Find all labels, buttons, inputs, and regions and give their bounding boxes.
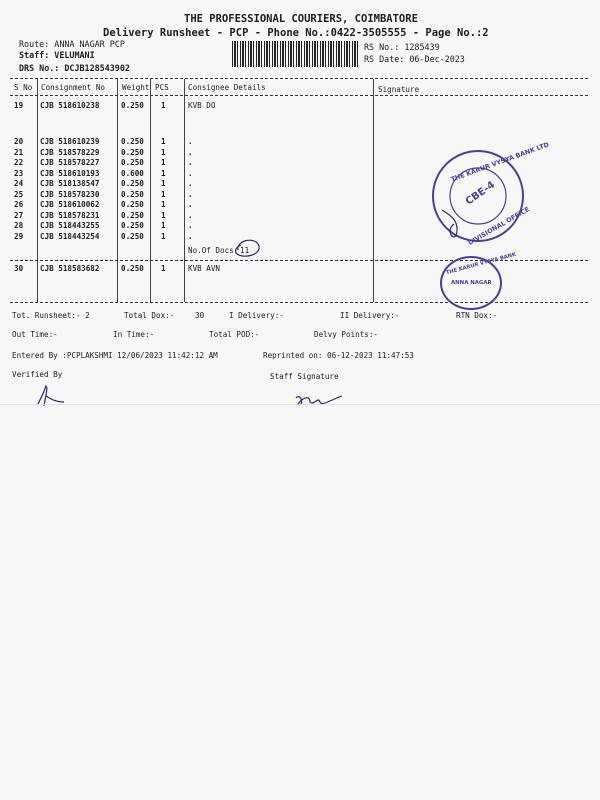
i-delivery: I Delivery:- [229,311,284,320]
row-consignee: . [188,137,193,146]
signature-scribble [438,206,468,242]
header-top-rule [10,78,588,79]
row-pcs: 1 [161,101,166,110]
row-consignment: CJB 518583682 [40,264,100,273]
row-consignment: CJB 518443254 [40,231,100,241]
row-consignee: . [188,221,193,230]
rs-number: RS No.: 1285439 [364,42,440,52]
row-consignee: . [188,158,193,167]
row-sno: 19 [14,101,24,110]
verified-by: Verified By [12,370,63,379]
row-consignee: . [188,210,193,220]
row-consignment: CJB 518610238 [40,101,100,110]
row-consignment: CJB 518578227 [40,158,100,167]
page-fold [0,404,600,405]
row-weight: 0.250 [121,221,144,230]
tot-runsheet: Tot. Runsheet:- 2 [12,311,90,320]
row-consignment: CJB 518610062 [40,200,100,209]
row-pcs: 1 [161,221,166,230]
col-consignee: Consignee Details [188,83,266,92]
staff-signature-label: Staff Signature [270,372,339,381]
bank-stamp-name: THE KARUR VYSYA BANK LTD [449,140,551,184]
route: Route: ANNA NAGAR PCP [19,39,125,49]
row-sno: 27 [14,210,24,220]
header-bottom-rule [10,95,588,96]
delvy-points: Delvy Points:- [314,330,379,339]
staff: Staff: VELUMANI [19,50,95,60]
row-consignment: CJB 518578229 [40,147,100,157]
row-consignment: CJB 518610239 [40,137,100,146]
row-pcs: 1 [161,168,166,178]
row-weight: 0.600 [121,168,144,178]
drs-number: DRS No.: DCJB128543902 [19,63,130,73]
reprinted-on: Reprinted on: 06-12-2023 11:47:53 [263,351,414,360]
row-pcs: 1 [161,189,166,199]
verifier-signature [34,384,70,410]
out-time: Out Time:- [12,330,58,339]
row-consignment: CJB 518578230 [40,189,100,199]
row-pcs: 1 [161,231,166,241]
row-consignee: . [188,147,193,157]
row-weight: 0.250 [121,231,144,241]
row-weight: 0.250 [121,147,144,157]
row-sno: 24 [14,179,24,188]
row-consignee: KVB DO [188,101,216,110]
table-bottom-rule [10,302,588,303]
row-pcs: 1 [161,147,166,157]
row-sno: 28 [14,221,24,230]
row-pcs: 1 [161,158,166,167]
col-divider [184,79,185,302]
row-weight: 0.250 [121,210,144,220]
row-sno: 30 [14,264,24,273]
barcode [232,41,360,67]
col-sno: S No [14,83,33,92]
row-consignment: CJB 518578231 [40,210,100,220]
no-of-docs-value: 11 [240,246,250,255]
row-sno: 22 [14,158,24,167]
row-consignee: . [188,189,193,199]
row-consignee: . [188,200,193,209]
row-consignment: CJB 518138547 [40,179,100,188]
row-sno: 25 [14,189,24,199]
col-weight: Weight [122,83,150,92]
in-time: In Time:- [113,330,155,339]
row-consignee: . [188,168,193,178]
row-weight: 0.250 [121,101,144,110]
row-consignee: KVB AVN [188,264,221,273]
ii-delivery: II Delivery:- [340,311,400,320]
rs-date: RS Date: 06-Dec-2023 [364,54,465,64]
total-dox-value: 30 [195,311,205,320]
col-consignment: Consignment No [41,83,106,92]
col-signature: Signature [378,85,420,94]
row-pcs: 1 [161,210,166,220]
bank-stamp-office: DIVISIONAL OFFICE [466,205,531,247]
row-weight: 0.250 [121,137,144,146]
document-title: Delivery Runsheet - PCP - Phone No.:0422-3505555 - Page No.:2 [103,27,489,39]
row-pcs: 1 [161,200,166,209]
row-sno: 20 [14,137,24,146]
row-weight: 0.250 [121,158,144,167]
row-weight: 0.250 [121,179,144,188]
row-pcs: 1 [161,179,166,188]
total-dox-label: Total Dox:- [124,311,175,320]
row-consignee: . [188,179,193,188]
row-weight: 0.250 [121,189,144,199]
row-pcs: 1 [161,264,166,273]
staff-signature [292,390,348,410]
col-divider [373,79,374,302]
handwritten-circle [232,236,262,260]
bank-stamp-code: CBE-4 [463,179,498,208]
row-consignment: CJB 518610193 [40,168,100,178]
col-divider [150,79,151,302]
row-sno: 23 [14,168,24,178]
col-pcs: PCS [155,83,169,92]
row-sno: 29 [14,231,24,241]
bank-stamp-small [440,251,517,310]
row-weight: 0.250 [121,200,144,209]
row-sno: 21 [14,147,24,157]
entered-by: Entered By :PCPLAKSHMI 12/06/2023 11:42:12 AM [12,351,218,360]
bank-stamp-small-name: THE KARUR VYSYA BANK [445,251,517,277]
row-consignment: CJB 518443255 [40,221,100,230]
row-pcs: 1 [161,137,166,146]
company-name: THE PROFESSIONAL COURIERS, COIMBATORE [184,13,418,25]
col-divider [117,79,118,302]
col-divider [37,79,38,302]
row-sno: 26 [14,200,24,209]
total-pod: Total POD:- [209,330,260,339]
row-weight: 0.250 [121,264,144,273]
no-of-docs-label: No.Of Docs: [188,246,239,255]
row-consignee: . [188,231,193,241]
rtn-dox: RTN Dox:- [456,311,498,320]
bank-stamp-small-branch: ANNA NAGAR [451,280,492,286]
